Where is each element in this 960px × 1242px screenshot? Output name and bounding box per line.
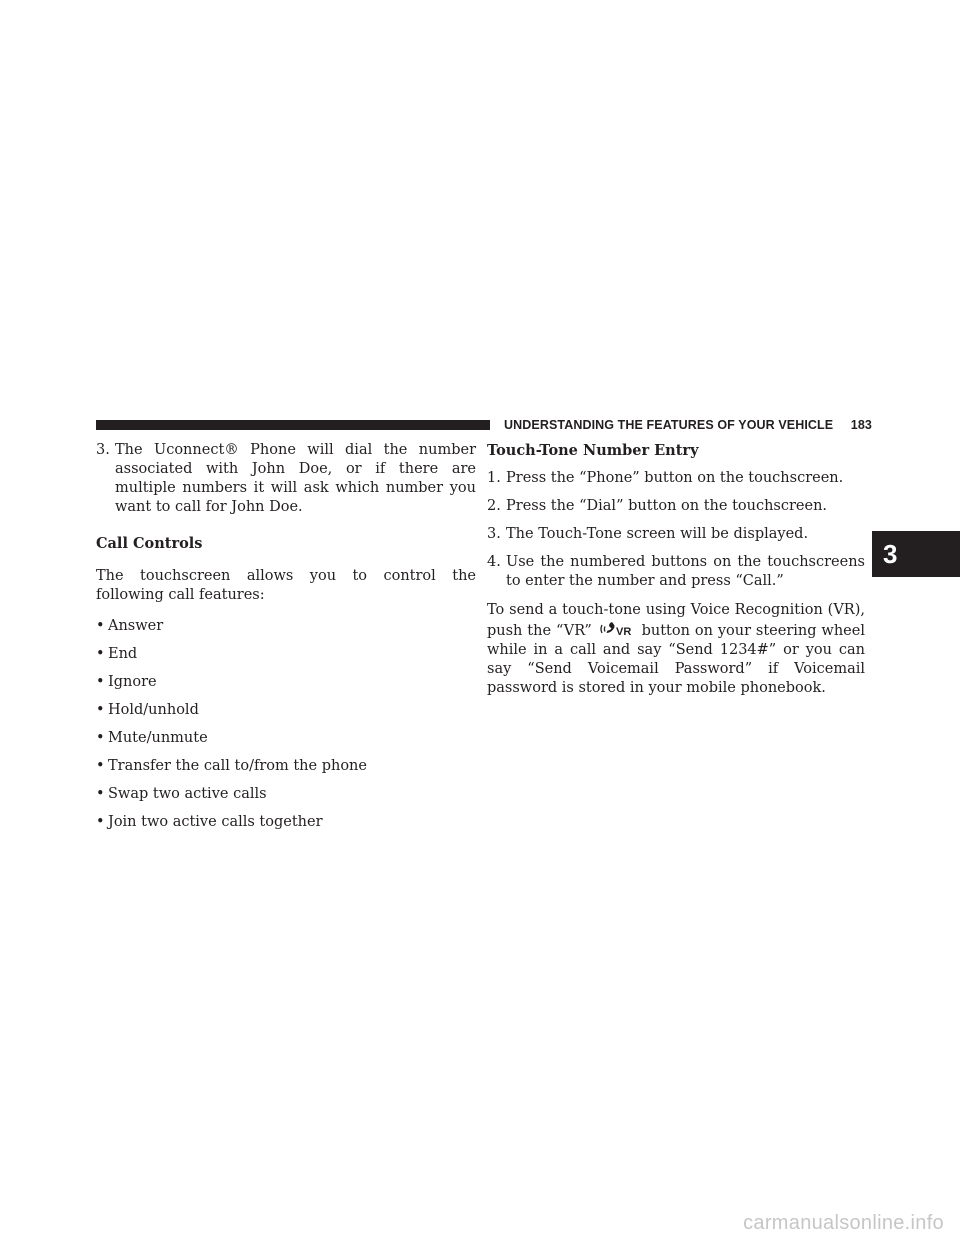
right-column [487,441,865,698]
step-number: 3. [96,442,110,458]
running-header [504,418,872,432]
chapter-tab: 3 [872,531,960,577]
header-rule [96,420,490,430]
step-3 [96,441,476,517]
call-features-list [96,617,476,832]
list-item: • Ignore [96,674,157,690]
tt-step-3: 3. The Touch-Tone screen will be displayed. [487,526,809,542]
list-item: • Answer [96,618,164,634]
tt-step-2: 2. Press the “Dial” button on the touchscreen. [487,498,828,514]
watermark: carmanualsonline.info [743,1212,944,1234]
call-controls-intro: The touchscreen allows you to control the following call features: [96,568,476,603]
list-item: • Join two active calls together [96,814,323,830]
tt-step-4: 4. Use the numbered buttons on the touchscreens to enter the number and press “Call.” [487,554,865,589]
page-number: 183 [850,418,872,432]
voice-recognition-icon [599,620,635,638]
tt-step-1: 1. Press the “Phone” button on the touchscreen. [487,470,844,486]
call-controls-heading: Call Controls [96,535,203,552]
section-title: UNDERSTANDING THE FEATURES OF YOUR VEHICLE [504,418,834,432]
list-item: • End [96,646,138,662]
vr-touch-tone-paragraph: To send a touch-tone using Voice Recognition (VR), push the “VR” VR button on your steering wheel while in a call and say “Send 1234#” or you can say “Send Voicemail Password” if Voicemail password is stored in your mobile phonebook. [487,602,865,696]
list-item: • Hold/unhold [96,702,199,718]
svg-text:VR: VR [615,626,631,638]
list-item: • Swap two active calls [96,786,267,802]
list-item: • Mute/unmute [96,730,208,746]
step-text: The Uconnect® Phone will dial the number associated with John Doe, or if there are multiple numbers it will ask which number you want to call for John Doe. [115,442,476,515]
touch-tone-heading: Touch-Tone Number Entry [487,442,699,459]
list-item: • Transfer the call to/from the phone [96,758,367,774]
left-column [96,441,476,841]
